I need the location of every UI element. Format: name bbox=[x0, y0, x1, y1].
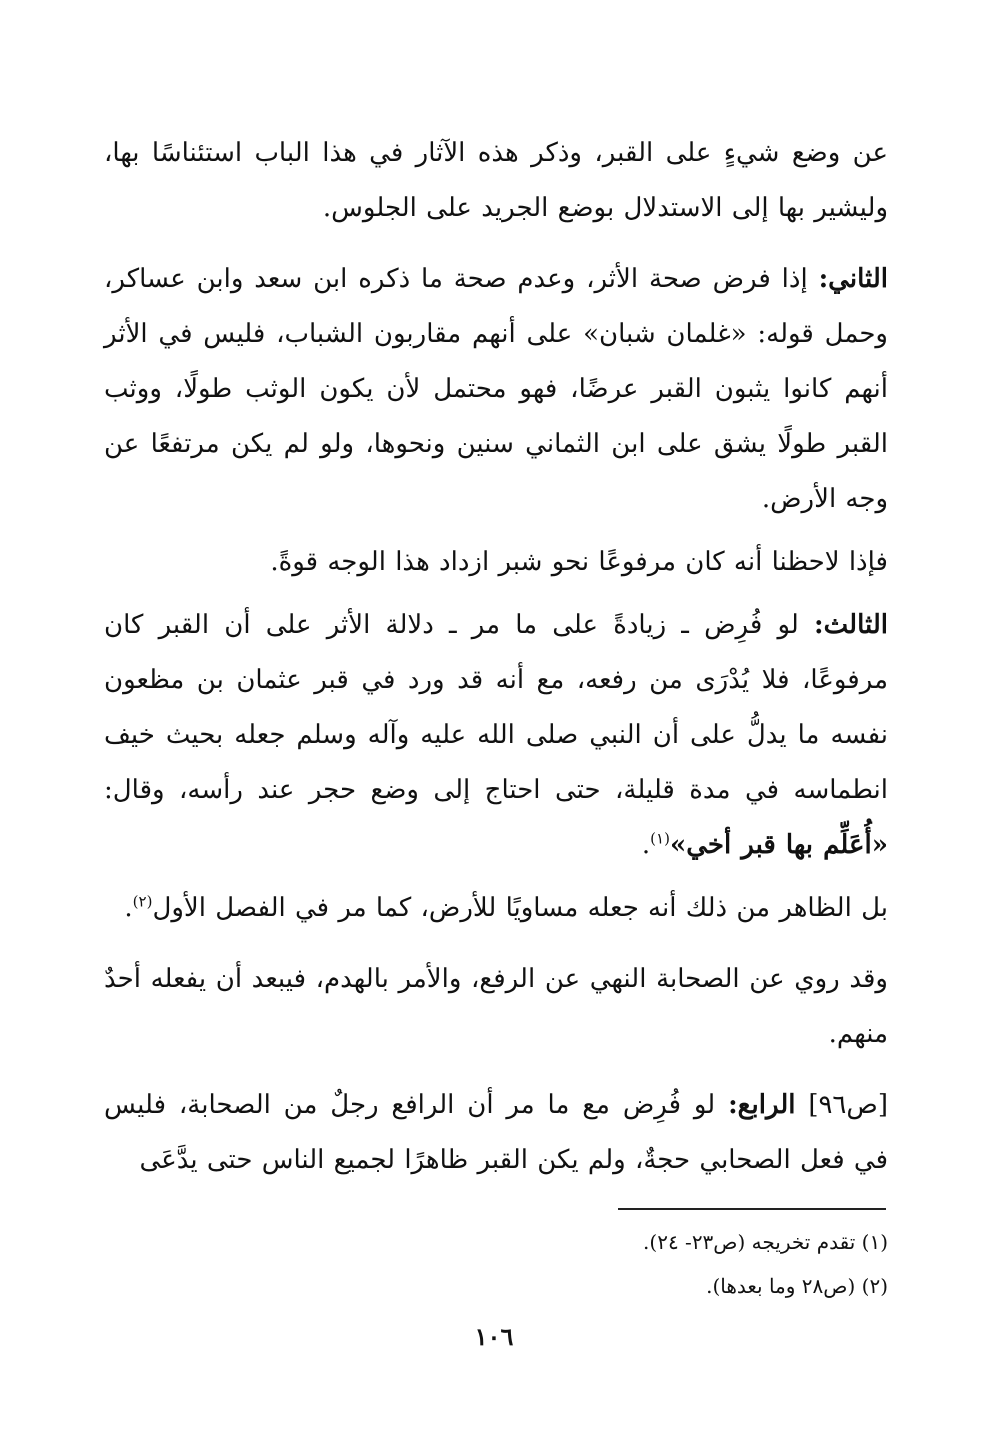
paragraph-3 bbox=[104, 535, 888, 590]
hadith-quote: «أُعَلِّم بها قبر أخي» bbox=[669, 830, 888, 860]
paragraph-2-heading: الثاني: bbox=[818, 264, 888, 294]
paragraph-5-text: بل الظاهر من ذلك أنه جعله مساويًا للأرض، كما مر في الفصل الأول bbox=[152, 893, 888, 923]
footnote-2: (٢) (ص٢٨ وما بعدها). bbox=[706, 1274, 888, 1298]
paragraph-5-tail: . bbox=[124, 893, 133, 923]
paragraph-4 bbox=[104, 598, 888, 873]
footnotes bbox=[200, 1220, 888, 1308]
paragraph-4-text: لو فُرِض ـ زيادةً على ما مر ـ دلالة الأثر على أن القبر كان مرفوعًا، فلا يُدْرَى من رفعه، مع أنه قد ورد في قبر عثمان بن مظعون نفسه ما يدلُّ على أن النبي صلى الله عليه وآله وسلم جعله بحيث خيف انطماسه في مدة قليلة، حتى احتاج إلى وضع حجر عند رأسه، وقال: bbox=[104, 610, 888, 805]
paragraph-7-heading: الرابع: bbox=[728, 1090, 796, 1120]
paragraph-7-text: لو فُرِض مع ما مر أن الرافع رجلٌ من الصحابة، فليس في فعل الصحابي حجةٌ، ولم يكن القبر ظاهرًا لجميع الناس حتى يدَّعَى bbox=[104, 1090, 888, 1175]
footnote-ref-2: (٢) bbox=[132, 892, 153, 911]
paragraph-4-tail: . bbox=[641, 830, 651, 860]
footnote-1: (١) تقدم تخريجه (ص٢٣- ٢٤). bbox=[643, 1230, 888, 1254]
paragraph-2-text: إذا فرض صحة الأثر، وعدم صحة ما ذكره ابن سعد وابن عساكر، وحمل قوله: «غلمان شبان» على أنهم مقاربون الشباب، فليس في الأثر أنهم كانوا يثبون القبر عرضًا، فهو محتمل لأن يكون الوثب طولًا، ووثب القبر طولًا يشق على ابن الثماني سنين ونحوها، ولو لم يكن مرتفعًا عن وجه الأرض. bbox=[104, 264, 888, 514]
footnote-divider bbox=[618, 1208, 886, 1210]
paragraph-7 bbox=[104, 1078, 888, 1188]
paragraph-4-heading: الثالث: bbox=[814, 610, 888, 640]
paragraph-5 bbox=[104, 881, 888, 936]
paragraph-6 bbox=[104, 952, 888, 1062]
footnote-ref-1: (١) bbox=[650, 829, 670, 848]
paragraph-2 bbox=[104, 252, 888, 527]
paragraph-1 bbox=[104, 126, 888, 236]
paragraph-1-text: عن وضع شيءٍ على القبر، وذكر هذه الآثار في هذا الباب استئناسًا بها، وليشير بها إلى الاستدلال بوضع الجريد على الجلوس. bbox=[104, 138, 888, 223]
page-number: ١٠٦ bbox=[474, 1322, 514, 1351]
paragraph-6-text: وقد روي عن الصحابة النهي عن الرفع، والأمر بالهدم، فيبعد أن يفعله أحدٌ منهم. bbox=[104, 964, 888, 1049]
paragraph-3-text: فإذا لاحظنا أنه كان مرفوعًا نحو شبر ازداد هذا الوجه قوةً. bbox=[270, 547, 888, 577]
page-marker: [ص٩٦] bbox=[795, 1090, 888, 1120]
main-text bbox=[104, 126, 888, 1188]
